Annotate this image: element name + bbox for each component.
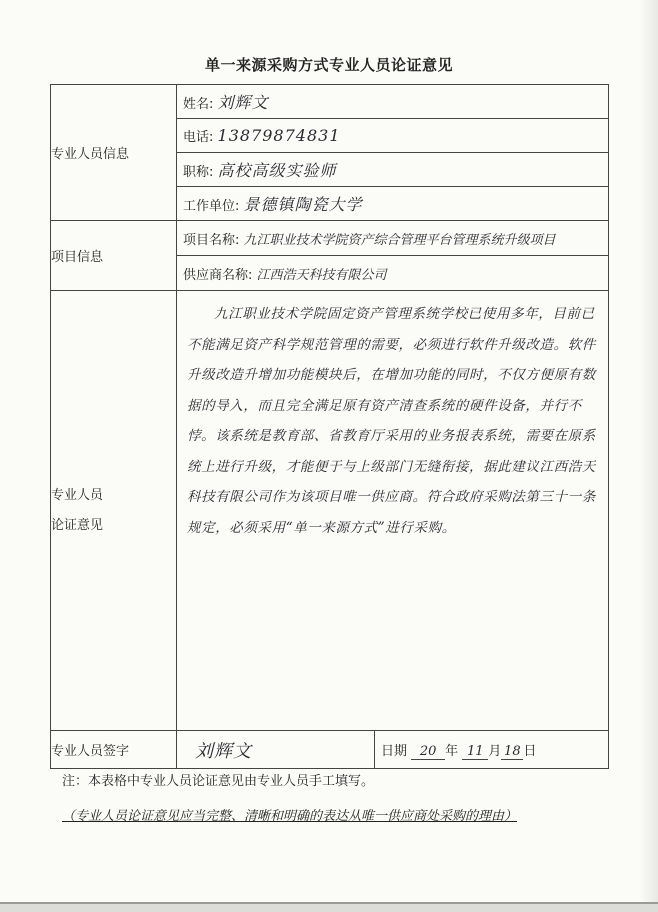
date-month-unit: 月 bbox=[488, 743, 502, 759]
page-edge-shadow bbox=[640, 0, 658, 912]
phone-row bbox=[177, 119, 609, 153]
form-title: 单一来源采购方式专业人员论证意见 bbox=[204, 56, 453, 74]
date-day: 18 bbox=[501, 744, 523, 760]
employer-value: 景德镇陶瓷大学 bbox=[243, 195, 363, 214]
supplier-row bbox=[177, 256, 609, 291]
page-bottom-edge bbox=[0, 904, 658, 912]
opinion-text: 九江职业技术学院固定资产管理系统学校已使用多年，目前已不能满足资产科学规范管理的需要，必须进行软件升级改造。软件升级改造升增加功能模块后，在增加功能的同时，不仅方便原有数据的导入，而且完全满足原有资产清查系统的硬件设备，并行不悖。该系统是教育部、省教育厅采用的业务报表系统，需要在原系统上进行升级，才能便于与上级部门无缝衔接，据此建议江西浩天科技有限公司作为该项目唯一供应商。符合政府采购法第三十一条规定，必须采用“单一来源方式”进行采购。 bbox=[187, 306, 596, 536]
signature-value: 刘辉文 bbox=[195, 740, 252, 762]
date-day-unit: 日 bbox=[523, 743, 537, 759]
project-info-section-label: 项目信息 bbox=[51, 221, 177, 291]
opinion-label-line2: 论证意见 bbox=[51, 517, 104, 533]
date-cell bbox=[375, 731, 609, 769]
opinion-section-label bbox=[51, 291, 177, 731]
phone-value: 13879874831 bbox=[217, 126, 341, 145]
date-month: 11 bbox=[462, 744, 488, 760]
form-note: 注：本表格中专业人员论证意见由专业人员手工填写。 bbox=[62, 774, 375, 789]
opinion-cell bbox=[177, 291, 609, 731]
project-name-value: 九江职业技术学院资产综合管理平台管理系统升级项目 bbox=[243, 232, 556, 248]
employer-label: 工作单位: bbox=[183, 199, 240, 214]
project-name-row bbox=[177, 221, 609, 256]
phone-label: 电话: bbox=[183, 130, 214, 145]
project-name-label: 项目名称: bbox=[183, 232, 240, 248]
signature-cell bbox=[177, 731, 375, 769]
job-title-label: 职称: bbox=[183, 165, 214, 180]
name-row bbox=[177, 85, 609, 119]
date-year: 20 bbox=[411, 744, 445, 760]
employer-row bbox=[177, 187, 609, 221]
supplier-value: 江西浩天科技有限公司 bbox=[256, 267, 387, 283]
signature-label: 专业人员签字 bbox=[51, 731, 177, 769]
opinion-label-line1: 专业人员 bbox=[51, 487, 104, 503]
name-value: 刘辉文 bbox=[217, 93, 269, 112]
name-label: 姓名: bbox=[183, 97, 214, 112]
date-year-unit: 年 bbox=[445, 743, 459, 759]
job-title-value: 高校高级实验师 bbox=[217, 161, 337, 180]
opinion-form-table bbox=[50, 84, 609, 769]
job-title-row bbox=[177, 153, 609, 187]
form-note-reason: （专业人员论证意见应当完整、清晰和明确的表达从唯一供应商处采购的理由） bbox=[62, 809, 518, 824]
date-label: 日期 bbox=[381, 743, 408, 759]
supplier-label: 供应商名称: bbox=[183, 267, 253, 283]
expert-info-section-label: 专业人员信息 bbox=[51, 85, 177, 221]
